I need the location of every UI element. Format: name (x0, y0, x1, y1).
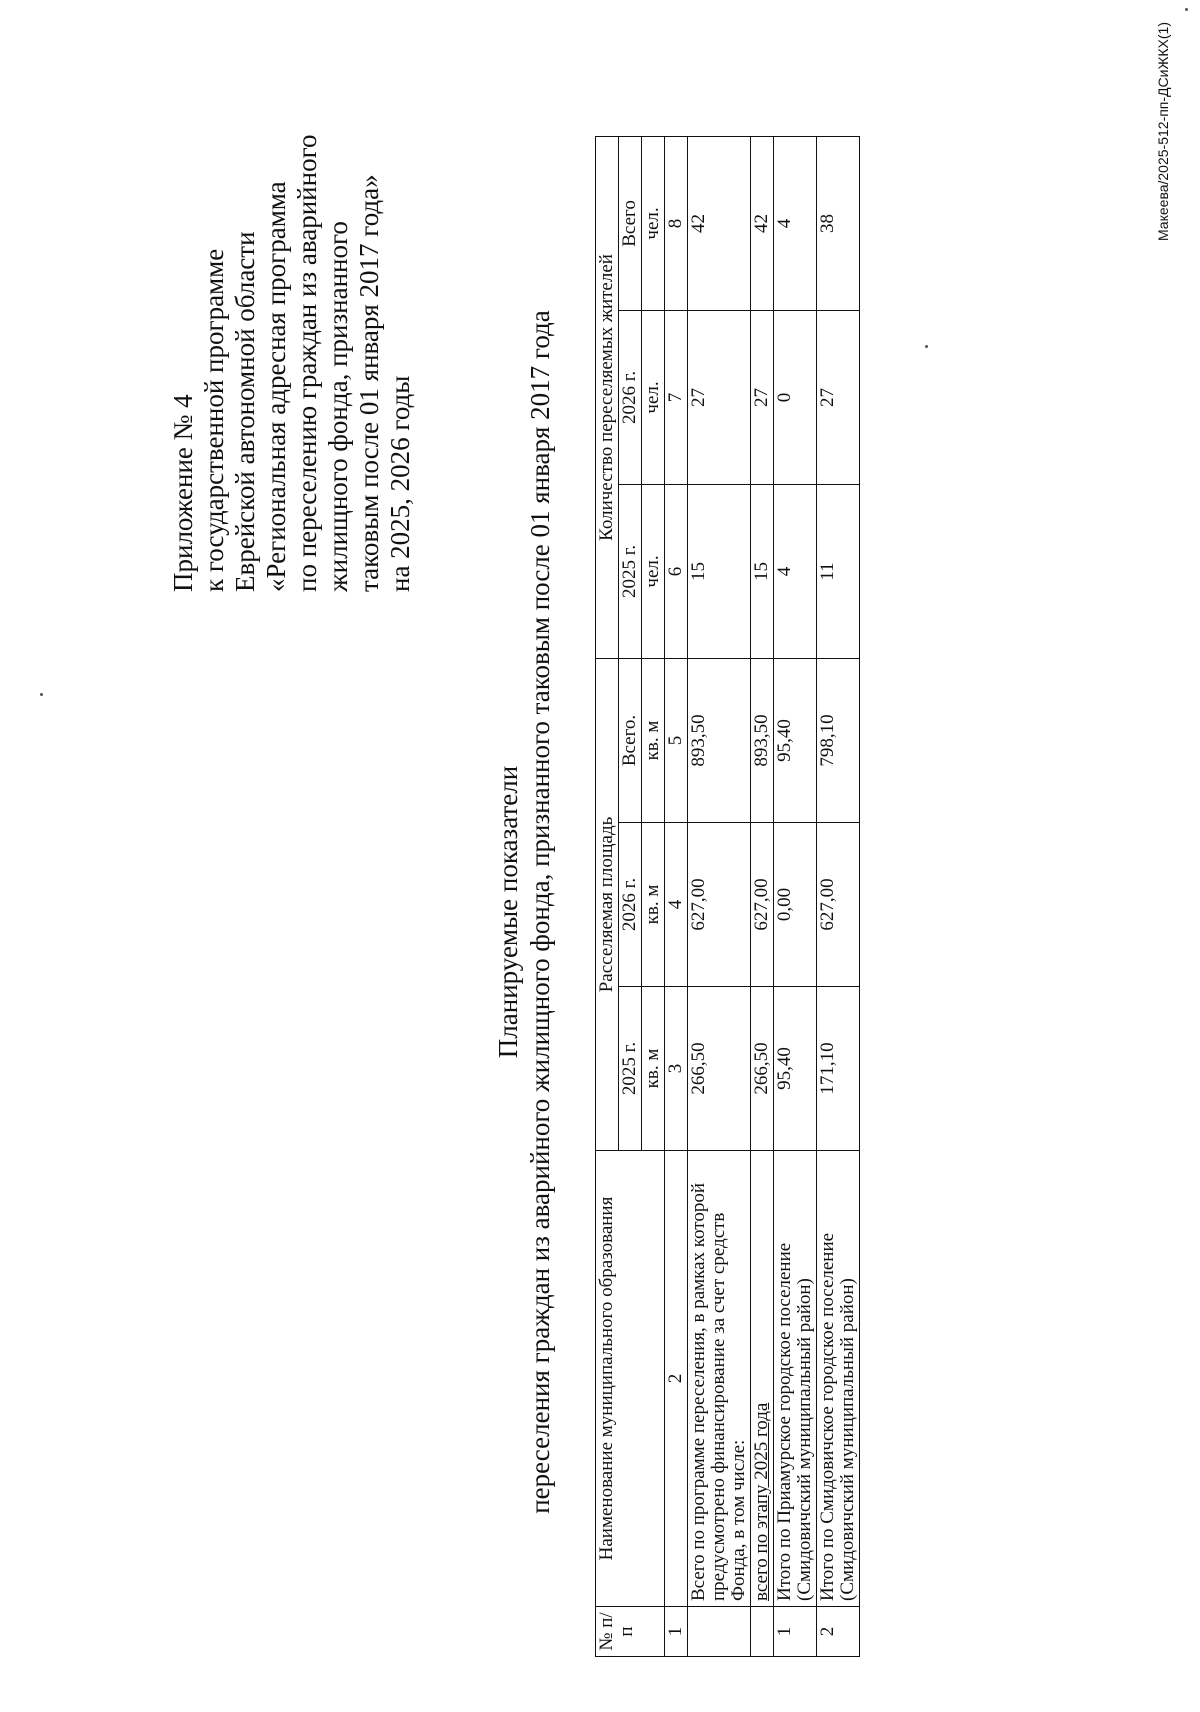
row-num (751, 1607, 774, 1657)
unit-cell: кв. м (642, 658, 665, 822)
area-2026-cell: 0,00 (774, 823, 817, 987)
unit-cell: чел. (642, 136, 665, 310)
row-name: Итого по Смидовичское городское поселение (Смидовичский муниципальный район) (817, 1151, 860, 1607)
area-2025-cell: 266,50 (688, 987, 751, 1151)
row-name: Итого по Приамурское городское поселение (Смидовичский муниципальный район) (774, 1151, 817, 1607)
header-area-2025: 2025 г. (619, 987, 642, 1151)
people-total-cell: 38 (817, 136, 860, 310)
table-row (751, 136, 774, 1656)
appendix-line: по переселению граждан из аварийного (292, 134, 322, 592)
area-total-cell: 798,10 (817, 658, 860, 822)
header-row-1 (596, 136, 619, 1656)
indicators-table (595, 136, 860, 1657)
header-people-2026: 2026 г. (619, 310, 642, 484)
area-total-cell: 893,50 (751, 658, 774, 822)
document-reference: Макеева/2025-512-пп-ДСиЖКХ(1) (1155, 22, 1171, 242)
scan-speck (40, 693, 43, 696)
header-people-total: Всего (619, 136, 642, 310)
col-number: 1 (665, 1607, 688, 1657)
appendix-line: к государственной программе (199, 248, 229, 592)
col-number: 4 (665, 823, 688, 987)
people-2026-cell: 27 (688, 310, 751, 484)
area-2026-cell: 627,00 (688, 823, 751, 987)
col-number: 6 (665, 484, 688, 658)
people-2025-cell: 15 (751, 484, 774, 658)
scan-speck (1185, 8, 1188, 11)
appendix-line: таковым после 01 января 2017 года» (354, 174, 384, 592)
people-total-cell: 4 (774, 136, 817, 310)
table-row (688, 136, 751, 1656)
unit-cell: чел. (642, 484, 665, 658)
appendix-line: Еврейской автономной области (230, 231, 260, 592)
header-name: Наименование муниципального образования (596, 1151, 665, 1607)
scan-speck (925, 345, 928, 348)
people-2025-cell: 11 (817, 484, 860, 658)
row-num (688, 1607, 751, 1657)
col-number: 5 (665, 658, 688, 822)
people-total-cell: 42 (688, 136, 751, 310)
header-area-group: Расселяемая площадь (596, 658, 619, 1150)
unit-cell: кв. м (642, 987, 665, 1151)
header-people-group: Количество переселяемых жителей (596, 136, 619, 658)
row-name: Всего по программе переселения, в рамках которой предусмотрено финансирование за счет средств Фонда, в том числе: (688, 1151, 751, 1607)
appendix-line: «Региональная адресная программа (261, 181, 291, 592)
table-row (817, 136, 860, 1656)
col-number: 8 (665, 136, 688, 310)
column-numbers-row (665, 136, 688, 1656)
col-number: 2 (665, 1151, 688, 1607)
people-2025-cell: 15 (688, 484, 751, 658)
unit-cell: кв. м (642, 823, 665, 987)
appendix-line: Приложение № 4 (168, 394, 198, 592)
header-people-2025: 2025 г. (619, 484, 642, 658)
document-title (492, 152, 556, 1672)
row-name: всего по этапу 2025 года (751, 1151, 774, 1607)
area-total-cell: 893,50 (688, 658, 751, 822)
appendix-header (168, 32, 416, 592)
area-2025-cell: 95,40 (774, 987, 817, 1151)
area-total-cell: 95,40 (774, 658, 817, 822)
appendix-line: на 2025, 2026 годы (385, 375, 415, 592)
header-area-total: Всего. (619, 658, 642, 822)
people-2025-cell: 4 (774, 484, 817, 658)
area-2026-cell: 627,00 (817, 823, 860, 987)
header-area-2026: 2026 г. (619, 823, 642, 987)
title-line-2: переселения граждан из аварийного жилищного фонда, признанного таковым после 01 января 2017 года (525, 310, 555, 1514)
people-2026-cell: 0 (774, 310, 817, 484)
col-number: 3 (665, 987, 688, 1151)
people-2026-cell: 27 (751, 310, 774, 484)
area-2025-cell: 266,50 (751, 987, 774, 1151)
header-num: № п/п (596, 1607, 665, 1657)
title-line-1: Планируемые показатели (493, 765, 523, 1059)
people-2026-cell: 27 (817, 310, 860, 484)
row-num: 1 (774, 1607, 817, 1657)
area-2026-cell: 627,00 (751, 823, 774, 987)
row-num: 2 (817, 1607, 860, 1657)
unit-cell: чел. (642, 310, 665, 484)
table-row (774, 136, 817, 1656)
col-number: 7 (665, 310, 688, 484)
people-total-cell: 42 (751, 136, 774, 310)
appendix-line: жилищного фонда, признанного (323, 221, 353, 592)
area-2025-cell: 171,10 (817, 987, 860, 1151)
